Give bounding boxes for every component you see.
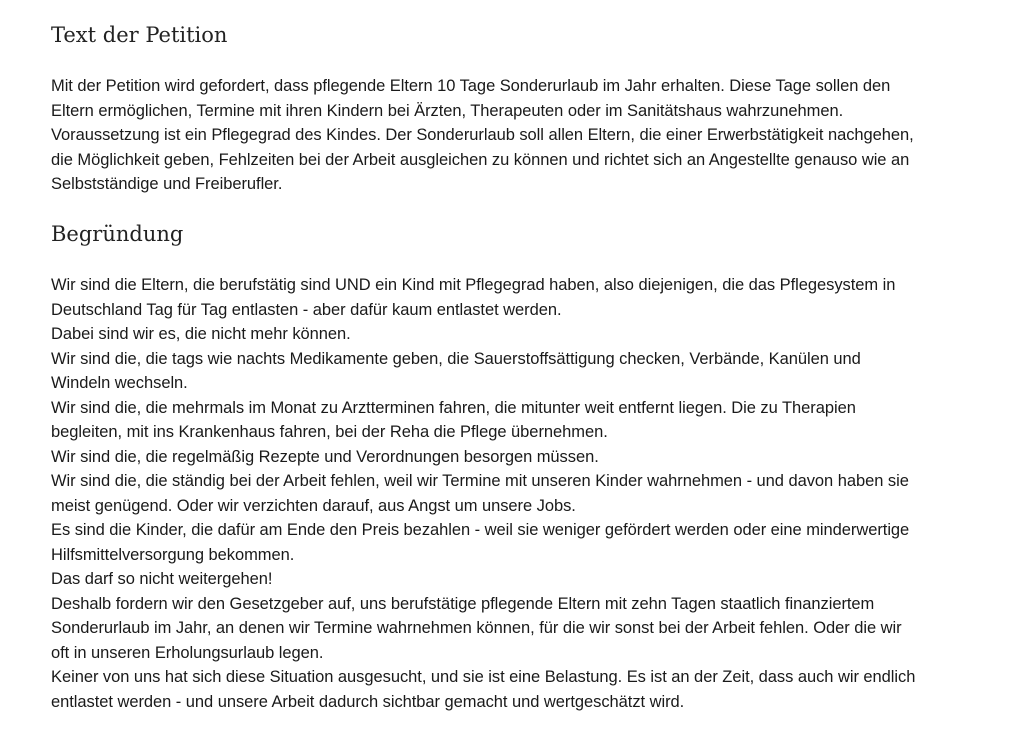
begruendung-line: Deutschland Tag für Tag entlasten - aber dafür kaum entlastet werden. [51,300,562,319]
begruendung-line: Das darf so nicht weitergehen! [51,570,273,588]
petition-text-heading: Text der Petition [51,23,228,47]
begruendung-line: Wir sind die Eltern, die berufstätig sind UND ein Kind mit Pflegegrad haben, also diejenigen, die das Pflegesystem in [51,276,896,294]
petition-text-line: Eltern ermöglichen, Termine mit ihren Kindern bei Ärzten, Therapeuten oder im Sanitätshaus wahrzunehmen. [51,101,844,120]
petition-text-line: Mit der Petition wird gefordert, dass pflegende Eltern 10 Tage Sonderurlaub im Jahr erhalten. Diese Tage sollen den [51,77,891,95]
begruendung-line: Dabei sind wir es, die nicht mehr können. [51,325,351,343]
petition-text-line: die Möglichkeit geben, Fehlzeiten bei der Arbeit ausgleichen zu können und richtet sich an Angestellte genauso wie an [51,150,910,169]
begruendung-heading: Begründung [51,222,184,246]
begruendung-line: Wir sind die, die regelmäßig Rezepte und Verordnungen besorgen müssen. [51,447,599,466]
begruendung-line: Wir sind die, die tags wie nachts Medikamente geben, die Sauerstoffsättigung checken, Verbände, Kanülen und [51,349,861,368]
begruendung-paragraph [51,273,981,714]
petition-text-paragraph [51,74,981,197]
begruendung-line: oft in unseren Erholungsurlaub legen. [51,643,324,662]
begruendung-line: Windeln wechseln. [51,374,188,392]
begruendung-line: meist genügend. Oder wir verzichten darauf, aus Angst um unsere Jobs. [51,496,576,515]
begruendung-line: Wir sind die, die ständig bei der Arbeit fehlen, weil wir Termine mit unseren Kinder wahrnehmen - und davon haben sie [51,472,909,490]
begruendung-line: Sonderurlaub im Jahr, an denen wir Termine wahrnehmen können, für die wir sonst bei der Arbeit fehlen. Oder die wir [51,619,902,637]
begruendung-line: Wir sind die, die mehrmals im Monat zu Arztterminen fahren, die mitunter weit entfernt liegen. Die zu Therapien [51,398,856,417]
begruendung-line: Hilfsmittelversorgung bekommen. [51,545,295,564]
begruendung-line: begleiten, mit ins Krankenhaus fahren, bei der Reha die Pflege übernehmen. [51,423,608,441]
petition-text-line: Selbstständige und Freiberufler. [51,175,283,193]
begruendung-line: Es sind die Kinder, die dafür am Ende den Preis bezahlen - weil sie weniger gefördert werden oder eine minderwertige [51,521,910,539]
begruendung-line: entlastet werden - und unsere Arbeit dadurch sichtbar gemacht und wertgeschätzt wird. [51,692,685,711]
petition-text-line: Voraussetzung ist ein Pflegegrad des Kindes. Der Sonderurlaub soll allen Eltern, die einer Erwerbstätigkeit nachgehen, [51,126,914,144]
begruendung-line: Keiner von uns hat sich diese Situation ausgesucht, und sie ist eine Belastung. Es ist an der Zeit, dass auch wir endlich [51,668,916,686]
begruendung-line: Deshalb fordern wir den Gesetzgeber auf, uns berufstätige pflegende Eltern mit zehn Tagen staatlich finanziertem [51,594,875,613]
